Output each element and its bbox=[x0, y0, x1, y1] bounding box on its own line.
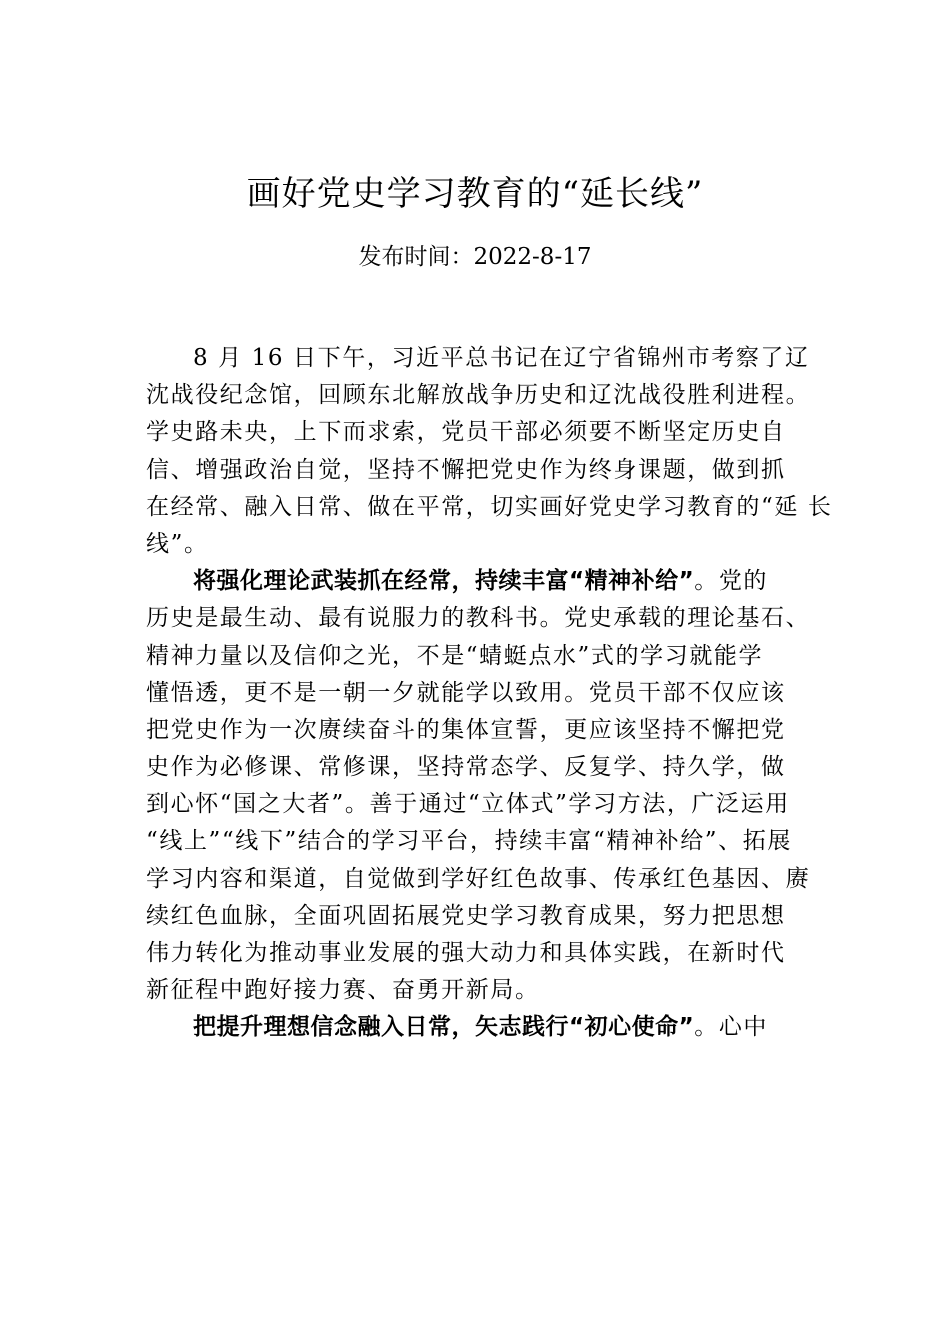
paragraph-2-heading: 将强化理论武装抓在经常，持续丰富“精神补给” bbox=[193, 568, 695, 595]
paragraph-3-heading: 把提升理想信念融入日常，矢志践行“初心使命” bbox=[193, 1014, 695, 1041]
paragraph-2-line-12: 新征程中跑好接力赛、奋勇开新局。 bbox=[146, 977, 540, 1004]
paragraph-2-line-10: 续红色血脉，全面巩固拓展党史学习教育成果，努力把思想 bbox=[146, 902, 786, 929]
publish-date-value: 2022-8-17 bbox=[473, 244, 592, 270]
paragraph-2-line-9: 学习内容和渠道，自觉做到学好红色故事、传承红色基因、赓 bbox=[146, 865, 811, 892]
paragraph-2-line-7: 到心怀“国之大者”。善于通过“立体式”学习方法，广泛运用 bbox=[146, 791, 790, 818]
publish-date bbox=[0, 241, 950, 273]
paragraph-2-line-6: 史作为必修课、常修课，坚持常态学、反复学、持久学，做 bbox=[146, 754, 786, 781]
paragraph-2-line-2: 历史是最生动、最有说服力的教科书。党史承载的理论基石、 bbox=[146, 605, 811, 632]
publish-date-label: 发布时间： bbox=[358, 244, 474, 270]
article-body bbox=[146, 340, 833, 1047]
paragraph-2-line-11: 伟力转化为推动事业发展的强大动力和具体实践，在新时代 bbox=[146, 940, 786, 966]
paragraph-2-line-8: “线上”“线下”结合的学习平台，持续丰富“精神补给”、拓展 bbox=[146, 828, 792, 855]
paragraph-2-line-5: 把党史作为一次赓续奋斗的集体宣誓，更应该坚持不懈把党 bbox=[146, 716, 786, 743]
paragraph-1-line-3: 学史路未央，上下而求索，党员干部必须要不断坚定历史自 bbox=[146, 419, 786, 446]
paragraph-3-lead-rest: 。心中 bbox=[694, 1014, 769, 1041]
paragraph-2-line-4: 懂悟透，更不是一朝一夕就能学以致用。党员干部不仅应该 bbox=[146, 679, 786, 706]
paragraph-2-line-3: 精神力量以及信仰之光，不是“蜻蜓点水”式的学习就能学 bbox=[146, 642, 764, 669]
paragraph-1-line-6: 线”。 bbox=[146, 530, 209, 557]
paragraph-1-line-2: 沈战役纪念馆，回顾东北解放战争历史和辽沈战役胜利进程。 bbox=[146, 382, 811, 409]
paragraph-2-line-1 bbox=[146, 563, 822, 600]
paragraph-3-line-1 bbox=[146, 1009, 822, 1046]
paragraph-2-lead-rest: 。党的 bbox=[694, 568, 769, 595]
document-title: 画好党史学习教育的“延长线” bbox=[246, 174, 704, 214]
paragraph-1-line-5: 在经常、融入日常、做在平常，切实画好党史学习教育的“延 长 bbox=[146, 493, 833, 520]
paragraph-1-line-1: 8 月 16 日下午，习近平总书记在辽宁省锦州市考察了辽 bbox=[193, 345, 810, 371]
paragraph-1-line-4: 信、增强政治自觉，坚持不懈把党史作为终身课题，做到抓 bbox=[146, 456, 786, 483]
